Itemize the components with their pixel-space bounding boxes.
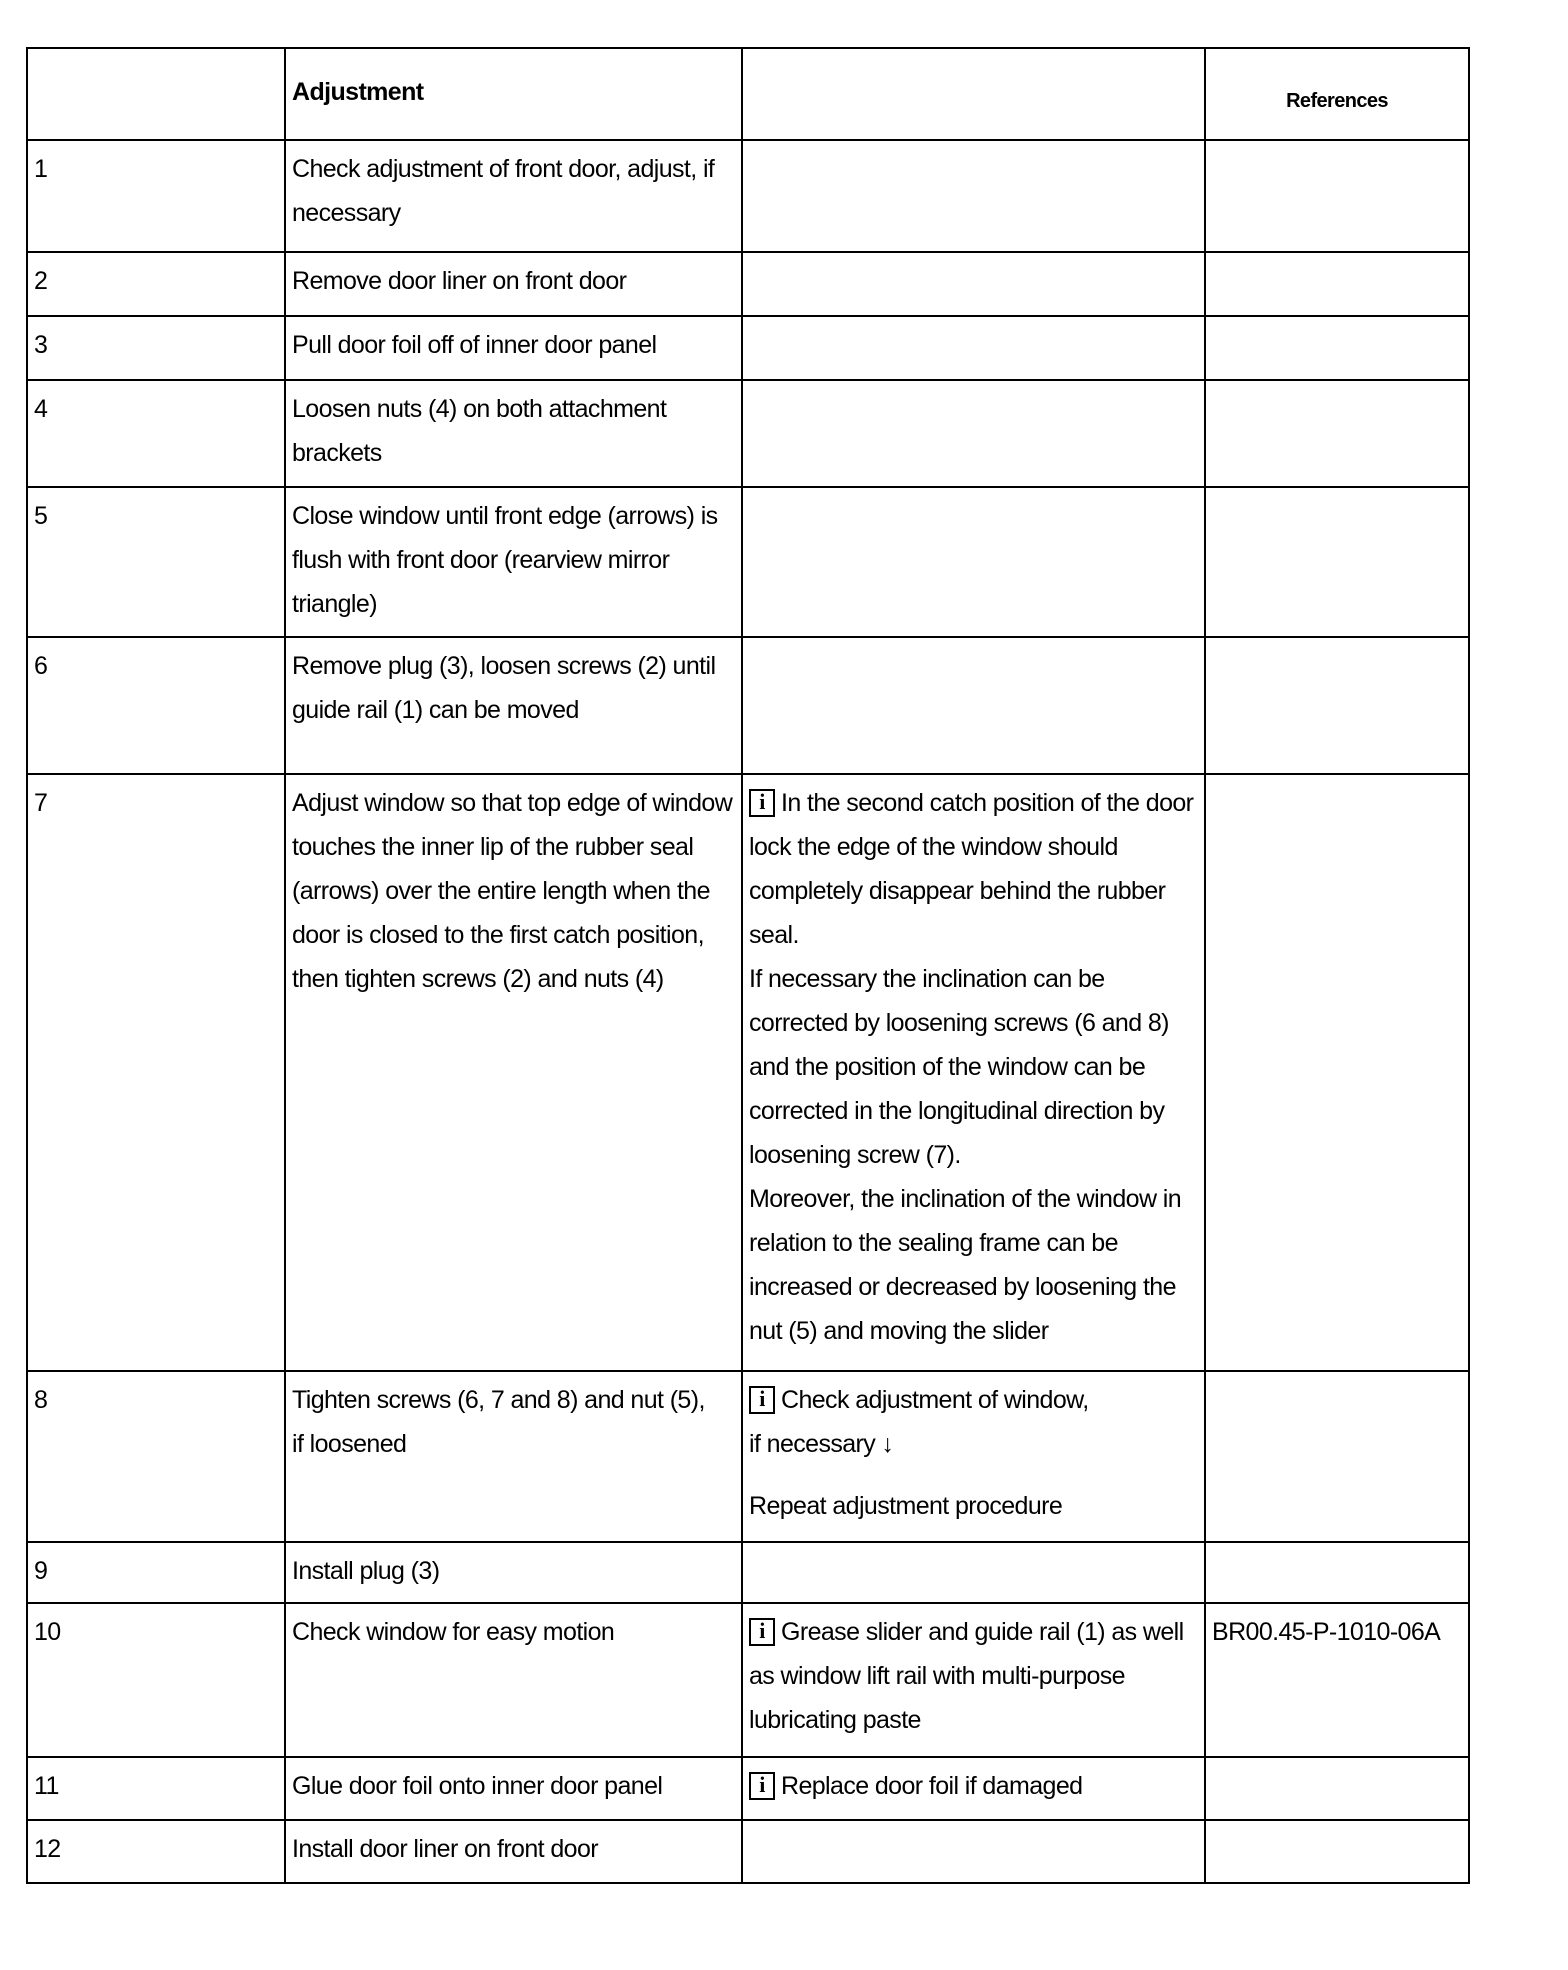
step-adjustment [285, 1371, 742, 1542]
step-notes [742, 316, 1205, 380]
table-row [27, 1371, 1469, 1542]
step-reference [1205, 1757, 1469, 1820]
step-reference [1205, 637, 1469, 774]
adjustment-line: Tighten screws (6, 7 and 8) and nut (5), [292, 1386, 705, 1414]
step-notes [742, 1542, 1205, 1603]
header-notes [742, 48, 1205, 140]
step-reference [1205, 774, 1469, 1371]
table-row [27, 140, 1469, 252]
step-notes [742, 252, 1205, 316]
step-number: 5 [27, 487, 285, 637]
step-adjustment: Remove plug (3), loosen screws (2) until guide rail (1) can be moved [285, 637, 742, 774]
step-adjustment: Check adjustment of front door, adjust, if necessary [285, 140, 742, 252]
step-adjustment: Loosen nuts (4) on both attachment brackets [285, 380, 742, 487]
step-notes [742, 487, 1205, 637]
table-row [27, 1542, 1469, 1603]
adjustment-line: if loosened [292, 1430, 407, 1458]
step-adjustment: Install door liner on front door [285, 1820, 742, 1883]
table-row [27, 380, 1469, 487]
step-number: 12 [27, 1820, 285, 1883]
table-row [27, 1820, 1469, 1883]
step-adjustment: Close window until front edge (arrows) is flush with front door (rearview mirror triangle) [285, 487, 742, 637]
step-notes [742, 637, 1205, 774]
table-row [27, 774, 1469, 1371]
step-adjustment: Check window for easy motion [285, 1603, 742, 1757]
step-adjustment: Remove door liner on front door [285, 252, 742, 316]
step-adjustment: Adjust window so that top edge of window touches the inner lip of the rubber seal (arrows) over the entire length when the door is closed to the first catch position, then tighten screws (2) and nuts (4) [285, 774, 742, 1371]
step-number: 2 [27, 252, 285, 316]
procedure-table [26, 47, 1470, 1884]
table-header-row [27, 48, 1469, 140]
step-number: 8 [27, 1371, 285, 1542]
note-text: Check adjustment of window, [781, 1386, 1089, 1414]
step-reference [1205, 487, 1469, 637]
step-adjustment: Install plug (3) [285, 1542, 742, 1603]
step-reference [1205, 1542, 1469, 1603]
table-row [27, 1757, 1469, 1820]
info-icon: i [749, 1618, 775, 1646]
step-notes [742, 1820, 1205, 1883]
table-row [27, 316, 1469, 380]
step-number: 11 [27, 1757, 285, 1820]
note-text: Moreover, the inclination of the window in relation to the sealing frame can be increased or decreased by loosening the nut (5) and moving the slider [749, 1185, 1182, 1345]
step-reference [1205, 140, 1469, 252]
step-number: 4 [27, 380, 285, 487]
info-icon: i [749, 1772, 775, 1800]
info-icon: i [749, 789, 775, 817]
header-adjustment: Adjustment [285, 48, 742, 140]
table-row [27, 487, 1469, 637]
step-reference [1205, 1820, 1469, 1883]
table-row [27, 1603, 1469, 1757]
step-number: 7 [27, 774, 285, 1371]
step-notes [742, 380, 1205, 487]
note-text: Grease slider and guide rail (1) as well as window lift rail with multi-purpose lubricating paste [749, 1618, 1184, 1734]
step-notes [742, 774, 1205, 1371]
step-adjustment: Pull door foil off of inner door panel [285, 316, 742, 380]
table-row [27, 637, 1469, 774]
step-number: 6 [27, 637, 285, 774]
note-text: If necessary the inclination can be corrected by loosening screws (6 and 8) and the position of the window can be corrected in the longitudinal direction by loosening screw (7). [749, 965, 1169, 1169]
header-step-number [27, 48, 285, 140]
step-reference [1205, 380, 1469, 487]
step-number: 10 [27, 1603, 285, 1757]
note-text: In the second catch position of the door lock the edge of the window should completely disappear behind the rubber seal. [749, 789, 1194, 949]
step-number: 1 [27, 140, 285, 252]
note-text: if necessary ↓ [749, 1430, 894, 1458]
note-text: Replace door foil if damaged [781, 1772, 1083, 1800]
step-reference: BR00.45-P-1010-06A [1205, 1603, 1469, 1757]
step-notes [742, 1757, 1205, 1820]
step-reference [1205, 316, 1469, 380]
step-notes [742, 140, 1205, 252]
header-references: References [1205, 48, 1469, 140]
step-number: 9 [27, 1542, 285, 1603]
info-icon: i [749, 1386, 775, 1414]
step-reference [1205, 252, 1469, 316]
step-reference [1205, 1371, 1469, 1542]
step-number: 3 [27, 316, 285, 380]
step-adjustment: Glue door foil onto inner door panel [285, 1757, 742, 1820]
table-row [27, 252, 1469, 316]
step-notes [742, 1371, 1205, 1542]
step-notes [742, 1603, 1205, 1757]
note-text: Repeat adjustment procedure [749, 1492, 1063, 1520]
